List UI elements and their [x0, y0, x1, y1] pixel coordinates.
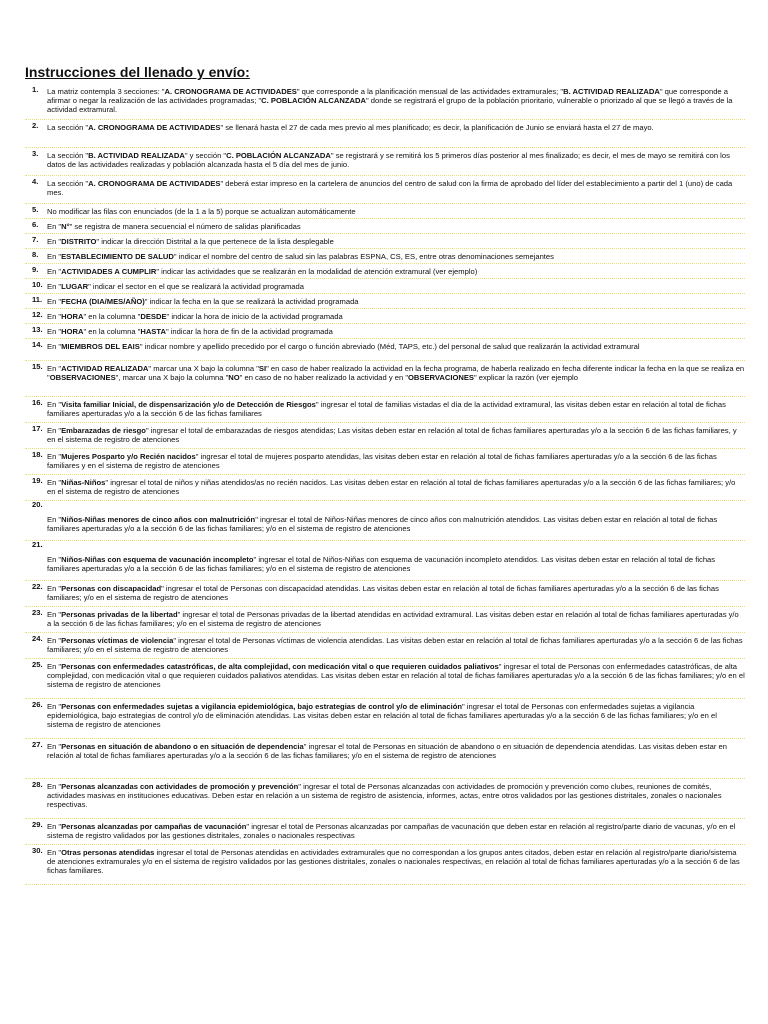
instruction-number: 26.: [32, 700, 43, 709]
instruction-text: En "HORA" en la columna "HASTA" indicar la hora de fin de la actividad programada: [47, 327, 333, 336]
instruction-number: 22.: [32, 582, 43, 591]
instruction-item: [25, 120, 745, 148]
instruction-item: [25, 475, 745, 501]
instruction-text: En "Personas con enfermedades sujetas a vigilancia epidemiológica, bajo estrategias de control y/o de eliminación" ingresar el total de Personas con enfermedades sujetas a vigilancia epidemiológica, bajo estrategias de control y/o de eliminación atendidas. Las visitas deben estar en relación al total de fichas familiares aperturadas y/o a la sección 6 de las fichas familiares; y/o en el sistema de registro de atenciones: [47, 702, 717, 729]
instruction-text: En "ACTIVIDAD REALIZADA" marcar una X bajo la columna "SI" en caso de haber realizado la actividad en la fecha programa, de haberla realizado en fecha diferente indicar la fecha en la que se realiza en "OBSERVACIONES", marcar una X bajo la columna "NO" en caso de no haber realizado la actividad y en "OBSERVACIONES" explicar la razón (ver ejemplo: [47, 364, 745, 382]
instruction-number: 29.: [32, 820, 43, 829]
instruction-number: 30.: [32, 846, 43, 855]
instruction-number: 9.: [32, 265, 39, 274]
instruction-number: 28.: [32, 780, 43, 789]
instruction-item: [25, 84, 745, 120]
instruction-item: [25, 633, 745, 659]
instruction-item: [25, 607, 745, 633]
instruction-item: [25, 581, 745, 607]
instruction-number: 14.: [32, 340, 43, 349]
instruction-item: [25, 309, 745, 324]
instruction-item: [25, 819, 745, 845]
instruction-item: [25, 449, 745, 475]
instruction-item: [25, 845, 745, 885]
instruction-text: En "Niños-Niñas con esquema de vacunación incompleto" ingresar el total de Niños-Niñas con esquema de vacunación incompleto atendidos. Las visitas deben estar en relación al total de fichas familiares aperturadas y/o a la sección 6 de las fichas familiares; y/o en el sistema de registro de atenciones: [47, 555, 716, 573]
instruction-text: En "Personas con enfermedades catastróficas, de alta complejidad, con medicación vital o que requieren cuidados paliativos" ingresar el total de Personas con enfermedades catastróficas, de alta complejidad, con medicación vital o que requieren cuidados paliativos atendidas. Las visitas deben estar en relación al total de fichas familiares aperturadas y/o a la sección 6 de las fichas familiares; y/o en el sistema de registro de atenciones: [47, 662, 745, 689]
instruction-item: [25, 739, 745, 779]
instruction-text: En "Embarazadas de riesgo" ingresar el total de embarazadas de riesgos atendidas; Las visitas deben estar en relación al total de fichas familiares aperturadas y/o a la sección 6 de las fichas familiares, y en el sistema de registro de atenciones: [47, 426, 737, 444]
instruction-text: En "LUGAR" indicar el sector en el que se realizará la actividad programada: [47, 282, 304, 291]
instruction-text: En "ACTIVIDADES A CUMPLIR" indicar las actividades que se realizarán en la modalidad de atención extramural (ver ejemplo): [47, 267, 478, 276]
instruction-text: No modificar las filas con enunciados (de la 1 a la 5) porque se actualizan automáticamente: [47, 207, 356, 216]
instruction-number: 20.: [32, 500, 43, 509]
instruction-number: 15.: [32, 362, 43, 371]
instruction-item: [25, 659, 745, 699]
instruction-item: [25, 176, 745, 204]
instruction-text: En "MIEMBROS DEL EAIS" indicar nombre y apellido precedido por el cargo o función abreviado (Méd, TAPS, etc.) del personal de salud que realizarán la actividad extramural: [47, 342, 640, 351]
instruction-item: [25, 423, 745, 449]
instruction-number: 25.: [32, 660, 43, 669]
instruction-item: [25, 204, 745, 219]
instruction-number: 19.: [32, 476, 43, 485]
instruction-number: 21.: [32, 540, 43, 549]
instruction-item: [25, 779, 745, 819]
instruction-item: [25, 219, 745, 234]
instruction-item: [25, 148, 745, 176]
instruction-item: [25, 541, 745, 581]
instructions-list: [25, 84, 745, 885]
instruction-number: 10.: [32, 280, 43, 289]
instruction-text: En "Personas con discapacidad" ingresar el total de Personas con discapacidad atendidas. Las visitas deben estar en relación al total de fichas familiares aperturadas y/o a la sección 6 de las fichas familiares; y/o en el sistema de registro de atenciones: [47, 584, 719, 602]
instructions-title: Instrucciones del llenado y envío:: [25, 64, 250, 80]
instruction-number: 6.: [32, 220, 39, 229]
instruction-text: La sección "A. CRONOGRAMA DE ACTIVIDADES" deberá estar impreso en la cartelera de anuncios del centro de salud con la firma de aprobado del líder del establecimiento a partir del 1 (uno) de cada mes.: [47, 179, 733, 197]
instruction-text: En "FECHA (DIA/MES/AÑO)" indicar la fecha en la que se realizará la actividad programada: [47, 297, 359, 306]
instruction-number: 17.: [32, 424, 43, 433]
instruction-number: 3.: [32, 149, 39, 158]
instruction-number: 4.: [32, 177, 39, 186]
instruction-text: La sección "A. CRONOGRAMA DE ACTIVIDADES" se llenará hasta el 27 de cada mes previo al mes planificado; es decir, la planificación de Junio se enviará hasta el 27 de mayo.: [47, 123, 654, 132]
instruction-number: 24.: [32, 634, 43, 643]
instruction-text: En "Otras personas atendidas ingresar el total de Personas atendidas en actividades extramurales que no correspondan a los grupos antes citados, deben estar en relación al registro/parte diario/sistema de atenciones extramurales y/o en el sistema de registro validados por las gestiones distritales, zonales o nacionales respectivas, en relación al total de fichas familiares aperturadas y/o a la sección 6 de las fichas familiares.: [47, 848, 740, 875]
instruction-text: En "Mujeres Posparto y/o Recién nacidos" ingresar el total de mujeres posparto atendidas, las visitas deben estar en relación al total de fichas familiares aperturadas y/o a la sección 6 de las fichas familiares y en el sistema de registro de atenciones: [47, 452, 717, 470]
instruction-number: 12.: [32, 310, 43, 319]
instruction-number: 11.: [32, 295, 43, 304]
instruction-number: 1.: [32, 85, 39, 94]
instruction-item: [25, 397, 745, 423]
instruction-item: [25, 279, 745, 294]
instruction-text: En "DISTRITO" indicar la dirección Distrital a la que pertenece de la lista desplegable: [47, 237, 334, 246]
instruction-item: [25, 294, 745, 309]
instruction-item: [25, 361, 745, 397]
instruction-number: 16.: [32, 398, 43, 407]
instruction-text: En "Niños-Niñas menores de cinco años con malnutrición" ingresar el total de Niños-Niñas menores de cinco años con malnutrición atendidos. Las visitas deben estar en relación al total de fichas familiares aperturadas y/o a la sección 6 de las fichas familiares; y/o en el sistema de registro de atenciones: [47, 515, 718, 533]
instruction-text: La matriz contempla 3 secciones: "A. CRONOGRAMA DE ACTIVIDADES" que corresponde a la planificación mensual de las actividades extramurales; "B. ACTIVIDAD REALIZADA" que corresponde a afirmar o negar la realización de las actividades programadas; "C. POBLACIÓN ALCANZADA" donde se registrará el grupo de la población prioritario, vulnerable o priorizado al que se llegó a través de la actividad extramural.: [47, 87, 733, 114]
instruction-number: 7.: [32, 235, 39, 244]
instruction-text: La sección "B. ACTIVIDAD REALIZADA" y sección "C. POBLACIÓN ALCANZADA" se registrará y se remitirá los 5 primeros días posterior al mes finalizado; es decir, el mes de mayo se remitirá con los datos de las actividades realizadas y población alcanzada hasta el 5 día del mes de junio.: [47, 151, 730, 169]
instruction-item: [25, 699, 745, 739]
instruction-item: [25, 249, 745, 264]
instruction-text: En "Personas víctimas de violencia" ingresar el total de Personas víctimas de violencia atendidas. Las visitas deben estar en relación al total de fichas familiares aperturadas y/o a la sección 6 de las fichas familiares; y/o en el sistema de registro de atenciones: [47, 636, 743, 654]
instruction-number: 23.: [32, 608, 43, 617]
instruction-item: [25, 501, 745, 541]
instruction-text: En "ESTABLECIMIENTO DE SALUD" indicar el nombre del centro de salud sin las palabras ESPNA, CS, ES, entre otras denominaciones semejantes: [47, 252, 554, 261]
instruction-number: 5.: [32, 205, 39, 214]
instruction-number: 2.: [32, 121, 39, 130]
instruction-text: En "Niñas-Niños" ingresar el total de niños y niñas atendidos/as no recién nacidos. Las visitas deben estar en relación al total de fichas familiares aperturadas y/o a la sección 6 de las fichas familiares; y/o en el sistema de registro de atenciones: [47, 478, 736, 496]
instruction-number: 8.: [32, 250, 39, 259]
instruction-text: En "Personas en situación de abandono o en situación de dependencia" ingresar el total de Personas en situación de abandono o en situación de dependencia atendidas. Las visitas deben estar en relación al total de fichas familiares aperturadas y/o a la sección 6 de las fichas familiares; y/o en el sistema de registro de atenciones: [47, 742, 727, 760]
instruction-number: 13.: [32, 325, 43, 334]
instruction-item: [25, 339, 745, 361]
instruction-text: En "HORA" en la columna "DESDE" indicar la hora de inicio de la actividad programada: [47, 312, 343, 321]
instruction-item: [25, 264, 745, 279]
instruction-text: En "Visita familiar Inicial, de dispensarización y/o de Detección de Riesgos" ingresar el total de familias vistadas el día de la actividad extramural, las visitas deben estar en relación al total de fichas familiares aperturadas y/o a la sección 6 de las fichas familiares: [47, 400, 726, 418]
instruction-text: En "Personas alcanzadas con actividades de promoción y prevención" ingresar el total de Personas alcanzadas con actividades de promoción y prevención como clubes, reuniones de comités, actividades masivas en instituciones educativas. Deben estar en relación a un sistema de registro de asistencia, informes, actas, entre otros validados por las gestiones distritales, zonales o nacionales respectivas.: [47, 782, 722, 809]
instruction-text: En "N°" se registra de manera secuencial el número de salidas planificadas: [47, 222, 301, 231]
instruction-item: [25, 234, 745, 249]
instruction-number: 18.: [32, 450, 43, 459]
instruction-number: 27.: [32, 740, 43, 749]
instruction-text: En "Personas privadas de la libertad" ingresar el total de Personas privadas de la libertad atendidas en actividad extramural. Las visitas deben estar en relación al total de fichas familiares aperturadas y/o a la sección 6 de las fichas familiares; y/o en el sistema de registro de atenciones: [47, 610, 739, 628]
instruction-item: [25, 324, 745, 339]
instruction-text: En "Personas alcanzadas por campañas de vacunación" ingresar el total de Personas alcanzadas por campañas de vacunación que deben estar en relación al registro/parte diario de vacunas, y/o en el sistema de registro validados por las gestiones distritales, zonales o nacionales respectivas: [47, 822, 736, 840]
